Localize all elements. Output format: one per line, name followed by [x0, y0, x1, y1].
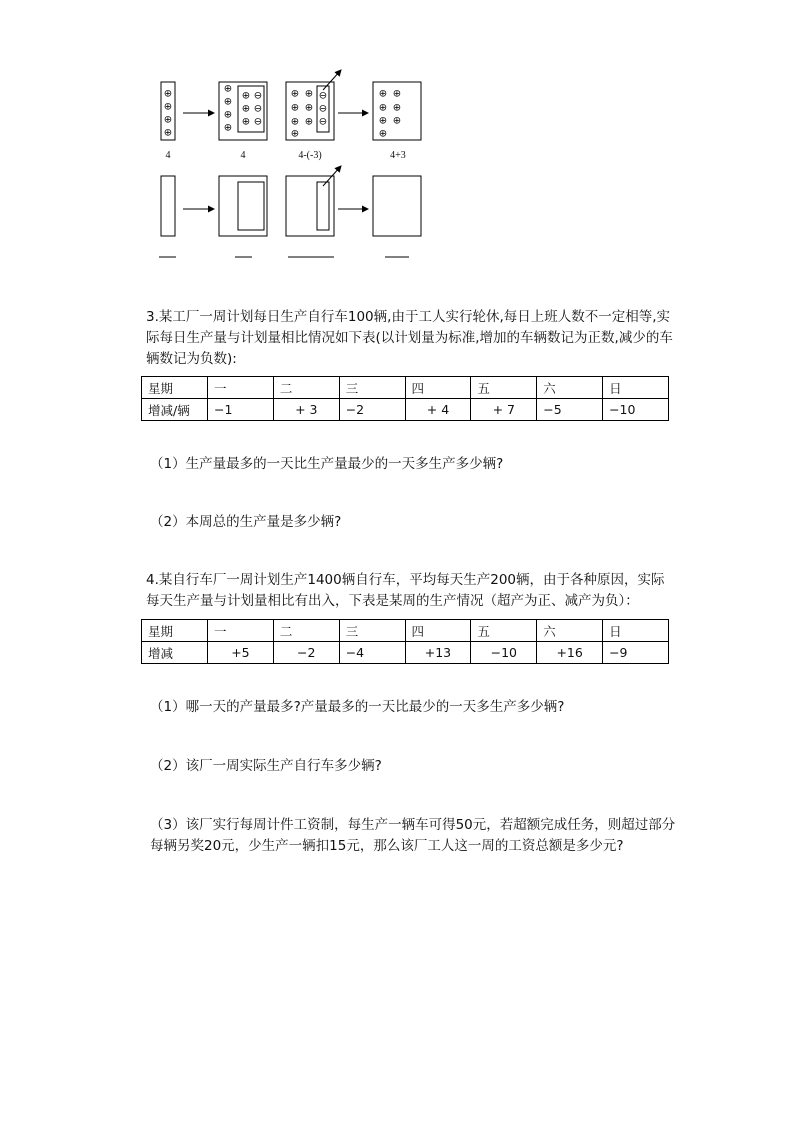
table-cell: −10: [471, 642, 537, 664]
minus-counter: ⊖: [253, 103, 263, 115]
table-cell: + 3: [273, 399, 339, 421]
table-row: [142, 399, 669, 421]
problem-3-question-1: （1）生产量最多的一天比生产量最少的一天多生产多少辆?: [150, 456, 504, 472]
plus-counter: ⊕: [378, 115, 388, 127]
box-6: [219, 176, 267, 236]
minus-counter: ⊖: [318, 90, 328, 102]
plus-counter: ⊕: [304, 116, 314, 128]
table-cell: + 7: [471, 399, 537, 421]
plus-counter: ⊕: [304, 88, 314, 100]
minus-counter: ⊖: [318, 103, 328, 115]
box-7-inner: [317, 182, 329, 230]
plus-counter: ⊕: [392, 115, 402, 127]
plus-counter: ⊕: [163, 88, 173, 100]
plus-counter: ⊕: [290, 128, 300, 140]
table-header-row: [142, 377, 669, 399]
table-cell: −9: [603, 642, 669, 664]
header-cell: 日: [603, 620, 669, 642]
caption-3: 4-(-3): [298, 150, 322, 161]
header-cell: 五: [471, 377, 537, 399]
box-8: [373, 176, 421, 236]
table-cell: 增减/辆: [142, 399, 208, 421]
table-cell: +13: [405, 642, 471, 664]
header-cell: 六: [537, 377, 603, 399]
plus-counter: ⊕: [241, 103, 251, 115]
caption-1: 4: [165, 150, 171, 161]
header-cell: 五: [471, 620, 537, 642]
problem-4-question-3: （3）该厂实行每周计件工资制，每生产一辆车可得50元，若超额完成任务，则超过部分每辆另奖20元，少生产一辆扣15元，那么该厂工人这一周的工资总额是多少元?: [150, 817, 676, 854]
problem-3-text: 3.某工厂一周计划每日生产自行车100辆,由于工人实行轮休,每日上班人数不一定相等,实际每日生产量与计划量相比情况如下表(以计划量为标准,增加的车辆数记为正数,减少的车辆数记为负数):: [146, 309, 673, 367]
table-cell: −2: [339, 399, 405, 421]
header-cell: 星期: [142, 620, 208, 642]
problem-4-question-2: （2）该厂一周实际生产自行车多少辆?: [150, 758, 382, 774]
minus-counter: ⊖: [253, 90, 263, 102]
header-cell: 四: [405, 620, 471, 642]
plus-counter: ⊕: [290, 102, 300, 114]
table-cell: +5: [208, 642, 274, 664]
header-cell: 四: [405, 377, 471, 399]
plus-counter: ⊕: [163, 127, 173, 139]
minus-counter: ⊖: [318, 116, 328, 128]
subtraction-illustration: [0, 0, 794, 280]
caption-2: 4: [240, 150, 246, 161]
header-cell: 二: [273, 620, 339, 642]
plus-counter: ⊕: [378, 102, 388, 114]
box-7: [286, 176, 334, 236]
minus-counter: ⊖: [253, 116, 263, 128]
table-cell: −1: [208, 399, 274, 421]
plus-counter: ⊕: [378, 88, 388, 100]
header-cell: 一: [208, 620, 274, 642]
plus-counter: ⊕: [290, 88, 300, 100]
plus-counter: ⊕: [241, 116, 251, 128]
plus-counter: ⊕: [378, 128, 388, 140]
header-cell: 六: [537, 620, 603, 642]
plus-counter: ⊕: [163, 114, 173, 126]
header-cell: 星期: [142, 377, 208, 399]
table-cell: −10: [603, 399, 669, 421]
arrow-out-1: [323, 70, 341, 90]
header-cell: 一: [208, 377, 274, 399]
header-cell: 三: [339, 377, 405, 399]
box-5: [161, 176, 175, 236]
problem-4-question-1: （1）哪一天的产量最多?产量最多的一天比最少的一天多生产多少辆?: [150, 699, 565, 715]
plus-counter: ⊕: [223, 96, 233, 108]
header-cell: 二: [273, 377, 339, 399]
table-cell: + 4: [405, 399, 471, 421]
problem-4-text: 4.某自行车厂一周计划生产1400辆自行车，平均每天生产200辆，由于各种原因，实际每天生产量与计划量相比有出入，下表是某周的生产情况（超产为正、减产为负）：: [146, 572, 665, 609]
problem-3-question-2: （2）本周总的生产量是多少辆?: [150, 514, 342, 530]
problem-3-table: [141, 376, 669, 421]
plus-counter: ⊕: [392, 88, 402, 100]
table-cell: 增减: [142, 642, 208, 664]
table-header-row: [142, 620, 669, 642]
table-cell: −2: [273, 642, 339, 664]
plus-counter: ⊕: [241, 90, 251, 102]
plus-counter: ⊕: [163, 101, 173, 113]
header-cell: 日: [603, 377, 669, 399]
table-cell: −5: [537, 399, 603, 421]
plus-counter: ⊕: [392, 102, 402, 114]
plus-counter: ⊕: [304, 102, 314, 114]
table-row: [142, 642, 669, 664]
plus-counter: ⊕: [223, 109, 233, 121]
plus-counter: ⊕: [223, 122, 233, 134]
caption-4: 4+3: [390, 150, 406, 161]
plus-counter: ⊕: [290, 116, 300, 128]
table-cell: +16: [537, 642, 603, 664]
plus-counter: ⊕: [223, 83, 233, 95]
table-cell: −4: [339, 642, 405, 664]
header-cell: 三: [339, 620, 405, 642]
box-6-inner: [238, 182, 264, 230]
problem-4-table: [141, 619, 669, 664]
